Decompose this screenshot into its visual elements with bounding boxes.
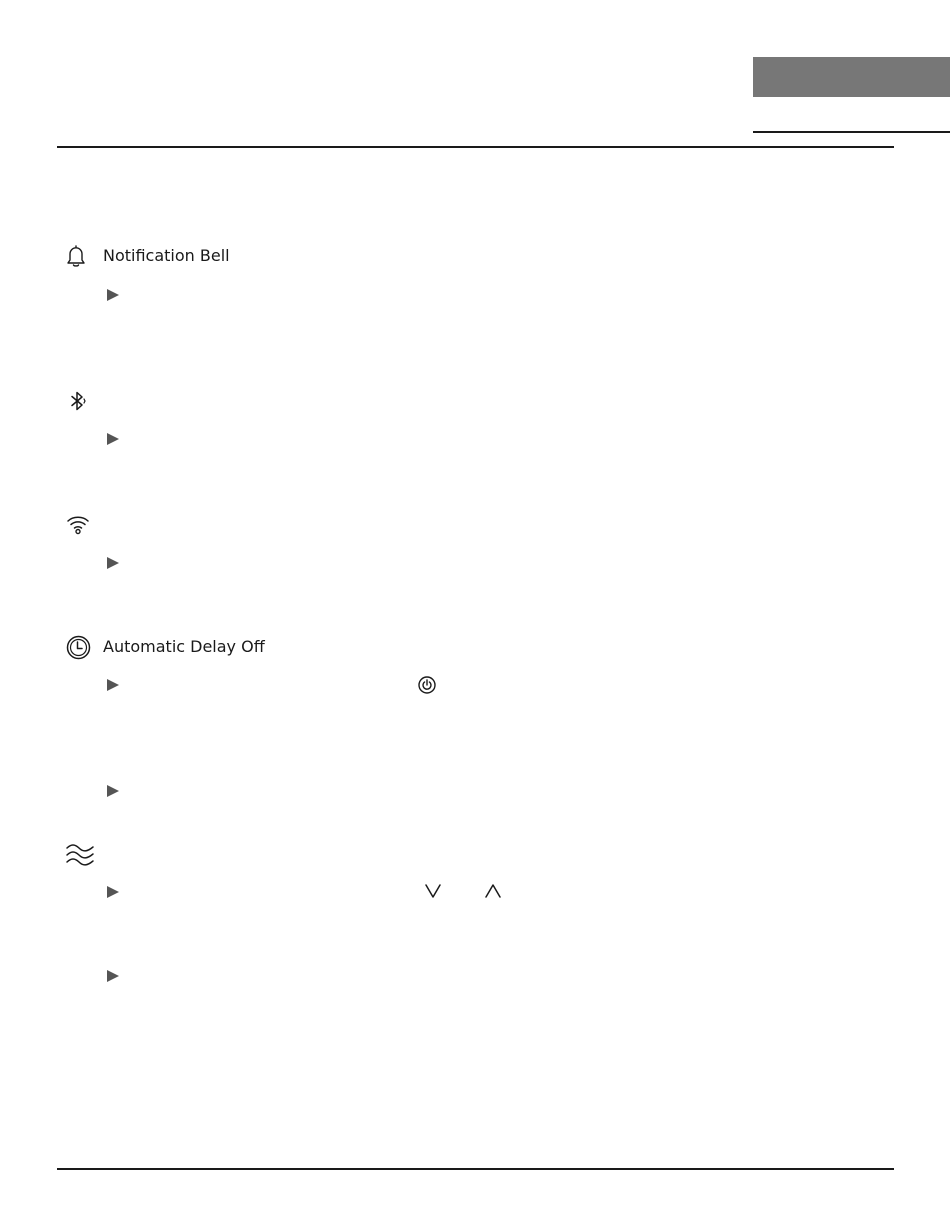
section-title-automatic-delay-off: Automatic Delay Off — [103, 637, 265, 656]
section-tab — [753, 57, 950, 97]
power-icon — [418, 676, 436, 698]
bullet-arrow-icon — [106, 885, 120, 899]
bullet-arrow-icon — [106, 678, 120, 692]
bullet-arrow-icon — [106, 556, 120, 570]
bullet-arrow-icon — [106, 969, 120, 983]
chevron-down-icon — [424, 883, 442, 903]
tab-underline — [753, 131, 950, 133]
clock-icon — [66, 635, 91, 660]
footer-rule — [57, 1168, 894, 1170]
header-rule — [57, 146, 894, 148]
waves-icon — [65, 842, 95, 868]
bluetooth-icon — [68, 390, 88, 412]
section-title-notification-bell: Notification Bell — [103, 246, 230, 265]
bell-icon — [65, 244, 87, 268]
bullet-arrow-icon — [106, 288, 120, 302]
bullet-arrow-icon — [106, 784, 120, 798]
chevron-up-icon — [484, 883, 502, 903]
wifi-icon — [66, 514, 90, 536]
bullet-arrow-icon — [106, 432, 120, 446]
